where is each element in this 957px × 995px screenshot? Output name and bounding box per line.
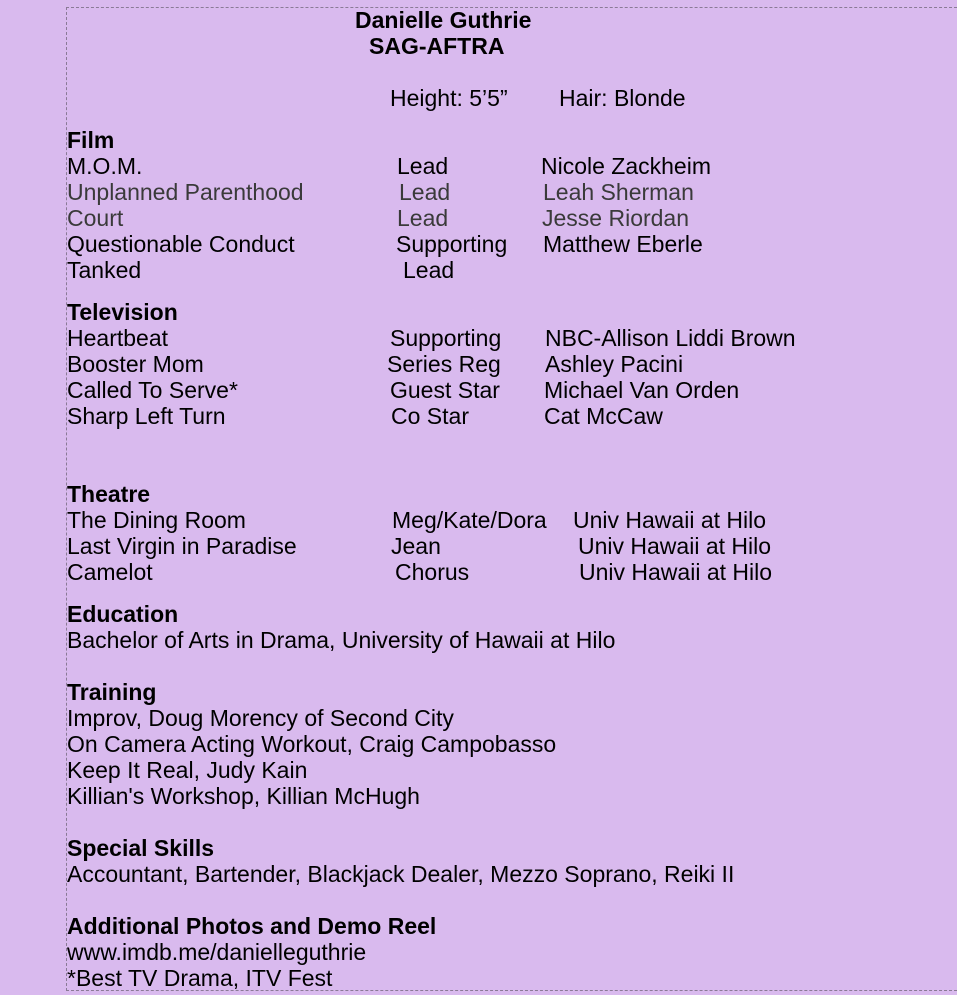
hair-stat: Hair: Blonde <box>559 85 686 111</box>
tv-role: Supporting <box>390 325 502 351</box>
film-heading: Film <box>67 127 115 153</box>
theatre-venue: Univ Hawaii at Hilo <box>578 533 772 559</box>
film-title: Unplanned Parenthood <box>67 179 304 205</box>
training-line: Killian's Workshop, Killian McHugh <box>67 783 420 809</box>
tv-director: NBC-Allison Liddi Brown <box>545 325 796 351</box>
film-role: Lead <box>397 205 449 231</box>
union-affiliation: SAG-AFTRA <box>369 33 505 59</box>
skills-line: Accountant, Bartender, Blackjack Dealer, Mezzo Soprano, Reiki II <box>67 861 735 887</box>
tv-director: Michael Van Orden <box>544 377 740 403</box>
tv-director: Ashley Pacini <box>545 351 684 377</box>
tv-title: Booster Mom <box>67 351 204 377</box>
education-line: Bachelor of Arts in Drama, University of Hawaii at Hilo <box>67 627 616 653</box>
footnote: *Best TV Drama, ITV Fest <box>67 965 333 991</box>
film-title: Questionable Conduct <box>67 231 295 257</box>
actor-name: Danielle Guthrie <box>355 7 532 33</box>
tv-director: Cat McCaw <box>544 403 663 429</box>
skills-heading: Special Skills <box>67 835 215 861</box>
tv-title: Heartbeat <box>67 325 169 351</box>
theatre-venue: Univ Hawaii at Hilo <box>573 507 767 533</box>
demo-reel-link[interactable]: www.imdb.me/danielleguthrie <box>67 939 367 965</box>
tv-role: Co Star <box>391 403 469 429</box>
training-heading: Training <box>67 679 157 705</box>
film-title: Court <box>67 205 124 231</box>
theatre-heading: Theatre <box>67 481 151 507</box>
training-line: Keep It Real, Judy Kain <box>67 757 308 783</box>
film-director: Matthew Eberle <box>543 231 703 257</box>
film-role: Lead <box>397 153 449 179</box>
film-role: Lead <box>399 179 451 205</box>
theatre-role: Meg/Kate/Dora <box>392 507 547 533</box>
theatre-title: Camelot <box>67 559 153 585</box>
film-director: Nicole Zackheim <box>541 153 711 179</box>
height-stat: Height: 5’5” <box>390 85 508 111</box>
film-director: Leah Sherman <box>543 179 694 205</box>
theatre-title: The Dining Room <box>67 507 246 533</box>
film-title: M.O.M. <box>67 153 143 179</box>
tv-role: Series Reg <box>387 351 501 377</box>
theatre-venue: Univ Hawaii at Hilo <box>579 559 773 585</box>
film-role: Supporting <box>396 231 508 257</box>
tv-title: Sharp Left Turn <box>67 403 226 429</box>
tv-role: Guest Star <box>390 377 500 403</box>
training-line: Improv, Doug Morency of Second City <box>67 705 454 731</box>
tv-title: Called To Serve* <box>67 377 238 403</box>
additional-heading: Additional Photos and Demo Reel <box>67 913 437 939</box>
television-heading: Television <box>67 299 178 325</box>
film-director: Jesse Riordan <box>542 205 690 231</box>
theatre-title: Last Virgin in Paradise <box>67 533 297 559</box>
theatre-role: Jean <box>391 533 441 559</box>
film-role: Lead <box>403 257 455 283</box>
film-title: Tanked <box>67 257 142 283</box>
education-heading: Education <box>67 601 179 627</box>
training-line: On Camera Acting Workout, Craig Campobasso <box>67 731 557 757</box>
theatre-role: Chorus <box>395 559 470 585</box>
